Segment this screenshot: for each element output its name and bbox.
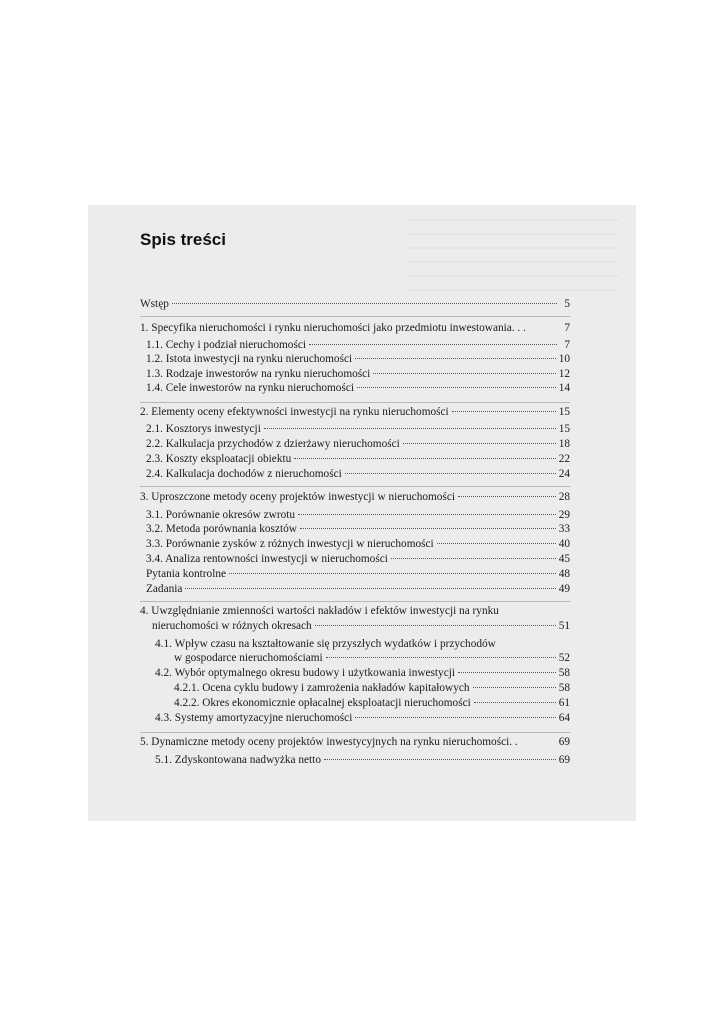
toc-entry[interactable] (146, 352, 570, 366)
toc-entry-title: 5. Dynamiczne metody oceny projektów inwestycyjnych na rynku nieruchomości. . (140, 736, 518, 748)
toc-entry-page: 24 (558, 468, 570, 480)
toc-entry-title: 2.2. Kalkulacja przychodów z dzierżawy nieruchomości (146, 438, 400, 450)
toc-chapter-4[interactable] (152, 619, 570, 633)
toc-entry-title: 3.4. Analiza rentowności inwestycji w nieruchomości (146, 553, 388, 565)
toc-entry-page: 7 (564, 339, 570, 351)
leader-dots (391, 558, 556, 559)
toc-chapter-4-line1[interactable]: 4. Uwzględnianie zmienności wartości nakładów i efektów inwestycji na rynku (140, 605, 499, 617)
toc-entry-page: 52 (558, 652, 570, 664)
toc-entry[interactable] (174, 681, 570, 695)
section-divider (140, 601, 570, 602)
section-divider (140, 402, 570, 403)
toc-entry[interactable] (140, 297, 570, 311)
leader-dots (437, 543, 556, 544)
toc-entry-page: 22 (558, 453, 570, 465)
toc-entry-page: 40 (558, 538, 570, 550)
toc-entry-page: 61 (558, 697, 570, 709)
toc-entry[interactable] (146, 338, 570, 352)
toc-entry-title: 3.3. Porównanie zysków z różnych inwestycji w nieruchomości (146, 538, 434, 550)
toc-entry[interactable] (146, 422, 570, 436)
toc-entry-line1[interactable]: 4.1. Wpływ czasu na kształtowanie się przyszłych wydatków i przychodów (155, 638, 496, 650)
toc-entry[interactable] (146, 582, 570, 596)
toc-entry[interactable] (146, 467, 570, 481)
toc-entry-page: 28 (558, 491, 570, 503)
toc-entry-title: 2.4. Kalkulacja dochodów z nieruchomości (146, 468, 342, 480)
toc-entry-page: 69 (558, 736, 570, 748)
toc-entry-title: 3.2. Metoda porównania kosztów (146, 523, 297, 535)
toc-entry-title: 1.3. Rodzaje inwestorów na rynku nieruchomości (146, 368, 371, 380)
toc-entry[interactable] (155, 711, 570, 725)
toc-entry-page: 12 (558, 368, 570, 380)
toc-entry[interactable] (146, 552, 570, 566)
toc-entry-title: 1.1. Cechy i podział nieruchomości (146, 339, 306, 351)
toc-entry-page: 7 (564, 322, 570, 334)
toc-entry-title: 4.2. Wybór optymalnego okresu budowy i użytkowania inwestycji (155, 667, 455, 679)
leader-dots (403, 443, 556, 444)
toc-entry-page: 5 (564, 298, 570, 310)
leader-dots (474, 702, 556, 703)
leader-dots (172, 303, 557, 304)
leader-dots (458, 672, 556, 673)
toc-chapter-2[interactable] (140, 405, 570, 419)
section-divider (140, 486, 570, 487)
leader-dots (373, 373, 555, 374)
leader-dots (309, 344, 557, 345)
toc-entry-title: 1. Specyfika nieruchomości i rynku nieruchomości jako przedmiotu inwestowania. . . (140, 322, 526, 334)
toc-entry-title: 1.4. Cele inwestorów na rynku nieruchomości (146, 382, 355, 394)
toc-entry-title: nieruchomości w różnych okresach (152, 620, 312, 632)
leader-dots (300, 528, 556, 529)
leader-dots (264, 428, 556, 429)
toc-chapter-3[interactable] (140, 490, 570, 504)
toc-entry-title: 4.2.2. Okres ekonomicznie opłacalnej eksploatacji nieruchomości (174, 697, 471, 709)
page-title: Spis treści (140, 230, 226, 249)
leader-dots (185, 588, 555, 589)
toc-entry-page: 48 (558, 568, 570, 580)
toc-entry[interactable] (146, 522, 570, 536)
section-divider (140, 732, 570, 733)
leader-dots (324, 759, 556, 760)
toc-entry-page: 29 (558, 509, 570, 521)
section-divider (140, 316, 570, 317)
toc-entry-page: 51 (558, 620, 570, 632)
toc-entry-title: 2. Elementy oceny efektywności inwestycji na rynku nieruchomości (140, 406, 449, 418)
toc-entry[interactable] (155, 753, 570, 767)
toc-entry[interactable] (155, 666, 570, 680)
toc-entry-title: 2.3. Koszty eksploatacji obiektu (146, 453, 292, 465)
toc-entry-title: 4.2.1. Ocena cyklu budowy i zamrożenia nakładów kapitałowych (174, 682, 470, 694)
toc-entry-page: 33 (558, 523, 570, 535)
toc-entry-page: 58 (558, 682, 570, 694)
leader-dots (326, 657, 556, 658)
leader-dots (294, 458, 555, 459)
toc-entry-page: 45 (558, 553, 570, 565)
leader-dots (229, 573, 556, 574)
leader-dots (298, 514, 556, 515)
toc-entry-page: 14 (558, 382, 570, 394)
leader-dots (458, 496, 556, 497)
toc-entry-title: 4.3. Systemy amortyzacyjne nieruchomości (155, 712, 353, 724)
toc-entry[interactable] (146, 437, 570, 451)
leader-dots (473, 687, 556, 688)
toc-entry-title: w gospodarce nieruchomościami (174, 652, 323, 664)
toc-entry-title: Wstęp (140, 298, 169, 310)
toc-entry-title: Zadania (146, 583, 183, 595)
leader-dots (452, 411, 556, 412)
toc-entry[interactable] (146, 367, 570, 381)
toc-entry-title: Pytania kontrolne (146, 568, 227, 580)
toc-entry[interactable] (146, 567, 570, 581)
leader-dots (315, 625, 556, 626)
toc-entry-page: 49 (558, 583, 570, 595)
toc-entry[interactable] (146, 452, 570, 466)
toc-entry-page: 69 (558, 754, 570, 766)
toc-chapter-1[interactable] (140, 321, 570, 335)
toc-entry-page: 15 (558, 406, 570, 418)
toc-entry-title: 3.1. Porównanie okresów zwrotu (146, 509, 296, 521)
toc-entry-title: 2.1. Kosztorys inwestycji (146, 423, 261, 435)
toc-chapter-5[interactable] (140, 735, 570, 749)
leader-dots (355, 717, 555, 718)
toc-entry[interactable] (146, 508, 570, 522)
toc-entry[interactable] (146, 381, 570, 395)
leader-dots (345, 473, 556, 474)
toc-entry-title: 3. Uproszczone metody oceny projektów inwestycji w nieruchomości (140, 491, 455, 503)
toc-entry[interactable] (146, 537, 570, 551)
leader-dots (357, 387, 556, 388)
toc-entry-page: 64 (558, 712, 570, 724)
toc-entry-page: 58 (558, 667, 570, 679)
toc-entry[interactable] (174, 696, 570, 710)
leader-dots (355, 358, 556, 359)
toc-entry-page: 18 (558, 438, 570, 450)
toc-entry-page: 15 (558, 423, 570, 435)
toc-entry-page: 10 (558, 353, 570, 365)
toc-entry[interactable] (174, 651, 570, 665)
toc-entry-title: 1.2. Istota inwestycji na rynku nieruchomości (146, 353, 353, 365)
toc-entry-title: 5.1. Zdyskontowana nadwyżka netto (155, 754, 321, 766)
